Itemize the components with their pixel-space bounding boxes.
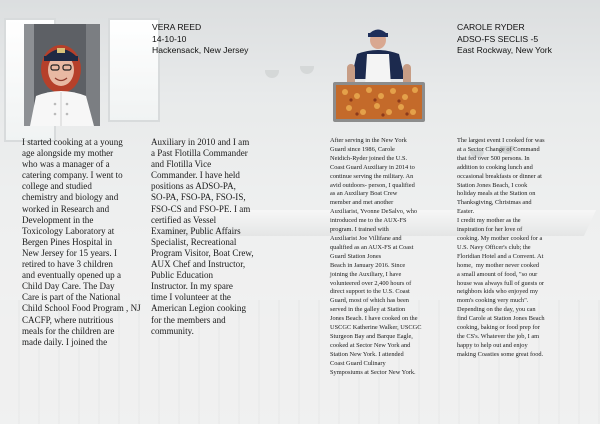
bio-line: Station Jones Beach, I cook [457,181,528,189]
bio-line: a Past Flotilla Commander [151,148,248,159]
bio-line: addition to cooking lunch and [457,163,533,171]
bio-line: Thanksgiving, Christmas and [457,199,532,207]
bio-line: catering company. I went to [22,170,123,181]
bio-line: American Legion cooking [151,303,246,314]
bio-line: Care is part of the National [22,292,121,303]
carole-ryder-header [457,22,552,57]
carole-location: East Rockway, New York [457,45,552,55]
bio-line: Child School Food Program , NJ [22,303,141,314]
bio-line: New Jersey for 15 years. I [22,247,117,258]
carole-ryder-photo [331,24,427,130]
bio-line: community. [151,325,194,336]
bio-line: college and studied [22,181,92,192]
bio-line: Guard since 1986, Carole [330,145,395,153]
bio-line: Neidich-Ryder joined the U.S. [330,154,408,162]
bio-line: SO-PA, FSO-PA, FSO-IS, [151,192,246,203]
vera-date: 14-10-10 [152,33,187,44]
bio-line: introduced me to the AUX-FS [330,217,407,225]
bio-line: meals for the children are [22,325,115,336]
bio-line: joining the Auxiliary, I have [330,270,402,278]
bio-line: Guard, most of which has been [330,297,409,305]
bio-line: Auxiliary in 2010 and I am [151,137,250,147]
bio-line: for the members and [151,314,226,325]
bio-line: direct support to the U.S. Coast [330,288,410,296]
bio-line: who was a manager of a [22,159,110,170]
bio-line: cooking, baking or food prep for [457,324,540,332]
bio-line: that fed over 500 persons. In [457,154,530,162]
bio-line: made daily. I joined the [22,336,108,347]
bio-line: Jones Beach. I have cooked on the [330,315,418,323]
bio-line: retired to have 3 children [22,259,113,270]
bio-line: happy to help out and enjoy [457,341,528,349]
bio-line: program. I trained with [330,226,389,234]
vera-location: Hackensack, New Jersey [152,45,249,55]
carole-bio-column-2 [457,137,545,360]
bio-line: cooking. My mother cooked for a [457,234,543,242]
bio-line: AUX Chef and Instructor, [151,259,246,270]
bio-line: a small amount of food, "so our [457,270,538,278]
bio-line: Sturgeon Bay and Barque Eagle, [330,332,413,340]
carole-title: ADSO-FS SECLIS -5 [457,33,539,44]
bio-line: Examiner, Public Affairs [151,225,241,236]
bio-line: home, my mother never cooked [457,261,540,269]
bio-line: Easter. [457,208,475,216]
bio-line: Guard Station Jones [330,252,382,260]
bio-line: Symposiums at Sector New York. [330,368,416,376]
bio-line: Instructor. In my spare [151,281,233,292]
bio-line: making Coasties some great food. [457,350,544,358]
bio-line: as an Auxiliary Boat Crew [330,190,398,198]
bio-line: Auxiliarist Joe Villifane and [330,234,402,242]
bio-line: and Flotilla Vice [151,159,212,170]
bio-line: Development in the [22,214,94,225]
bio-line: The largest event I cooked for was [457,137,545,144]
bio-line: Bergen Pines Hospital in [22,236,113,247]
bio-line: USCGC Katherine Walker, USCGC [330,324,422,332]
bio-line: Coast Guard Culinary [330,359,386,367]
bio-line: avid outdoors- person, I qualified [330,181,415,189]
bio-line: positions as ADSO-PA, [151,181,236,192]
vera-bio-column-1 [22,137,141,348]
carole-bio-column-1 [330,137,421,377]
bio-line: house was always full of guests or [457,279,545,287]
bio-line: I started cooking at a young [22,137,123,147]
bio-line: volunteered over 2,400 hours of [330,279,412,287]
bio-line: mom's cooking very much". [457,297,529,305]
bio-line: worked in Research and [22,203,110,214]
bio-line: member and met another [330,199,394,207]
bio-line: I credit my mother as the [457,217,521,225]
bio-line: Toxicology Laboratory at [22,225,115,236]
bio-line: Station New York. I attended [330,350,404,358]
bio-line: Child Day Care. The Day [22,281,115,292]
bio-line: Auxiliarist, Yvonne DeSalvo, who [330,208,418,216]
bio-line: Program Visitor, Boat Crew, [151,247,254,258]
bio-line: served in the galley at Station [330,306,406,314]
vera-reed-header [152,22,248,57]
bio-line: Public Education [151,270,214,281]
bio-line: inspiration for her love of [457,226,523,234]
bio-line: cooked at Sector New York and [330,341,411,349]
vera-reed-photo [24,24,100,126]
carole-name: CAROLE RYDER [457,22,525,32]
bio-line: qualified as an AUX-FS at Coast [330,243,414,251]
bio-line: Coast Guard Auxiliary in 2014 to [330,163,415,171]
bio-line: and eventually opened up a [22,270,121,281]
bio-line: CACFP, where nutritious [22,314,114,325]
bio-line: age alongside my mother [22,148,114,159]
bio-line: Depending on the day, you can [457,306,536,314]
bio-line: neighbors kids who enjoyed my [457,288,539,296]
bio-line: certified as Vessel [151,214,217,225]
bio-line: Floridian Hotel and a Convent. At [457,252,544,260]
bio-line: the CS's. Whatever the job, I am [457,332,540,340]
vera-name: VERA REED [152,22,202,32]
bio-line: Commander. I have held [151,170,240,181]
bio-line: Beach in January 2016. Since [330,261,406,269]
bio-line: occasional breakfasts or dinner at [457,172,542,180]
bio-line: After serving in the New York [330,137,407,144]
bio-line: U.S. Navy Officer's club; the [457,243,531,251]
bio-line: time I volunteer at the [151,292,231,303]
bio-line: continue serving the military. An [330,172,414,180]
bio-line: at a Sector Change of Command [457,145,540,153]
bio-line: FSO-CS and FSO-PE. I am [151,203,251,214]
vera-bio-column-2 [151,137,254,337]
bio-line: holiday meals at the Station on [457,190,536,198]
bio-line: find Carole at Station Jones Beach [457,315,545,323]
bio-line: Specialist, Recreational [151,236,237,247]
bio-line: chemistry and biology and [22,192,119,203]
